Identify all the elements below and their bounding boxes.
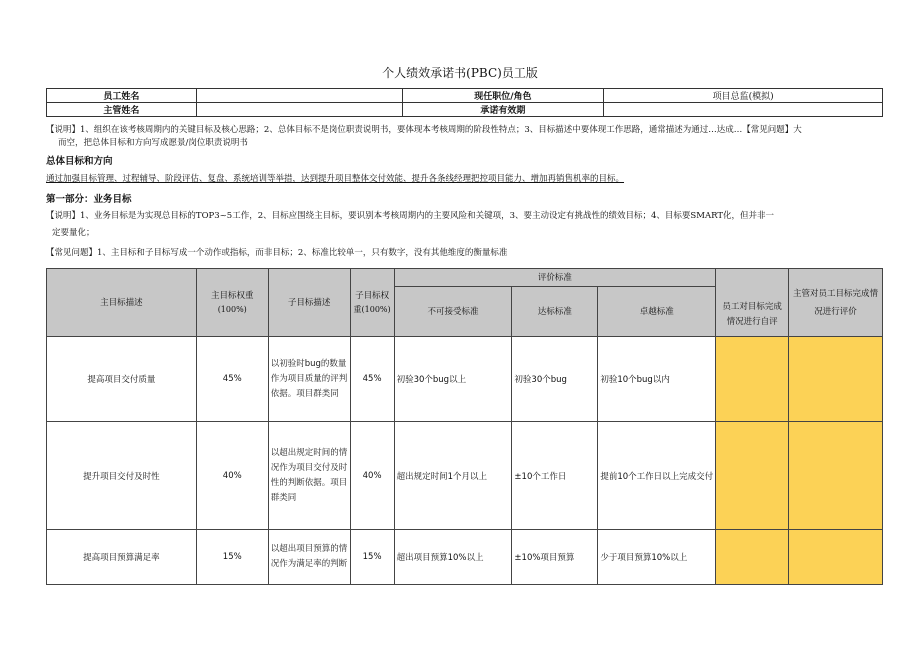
main-goal-cell: 提高项目交付质量: [47, 337, 197, 422]
main-weight-cell: 40%: [196, 422, 268, 530]
header-self-eval: 员工对目标完成情况进行自评: [716, 269, 789, 337]
main-goal-cell: 提高项目预算满足率: [47, 530, 197, 585]
sub-weight-cell: 40%: [350, 422, 394, 530]
unacceptable-cell: 超出项目预算10%以上: [394, 530, 512, 585]
header-sub-goal: 子目标描述: [268, 269, 350, 337]
business-goals-table: [46, 268, 883, 585]
standard-cell: ±10个工作日: [512, 422, 598, 530]
standard-cell: ±10%项目预算: [512, 530, 598, 585]
employee-info-table: [46, 88, 883, 117]
note-2: [46, 210, 886, 240]
header-main-goal: 主目标描述: [47, 269, 197, 337]
self-eval-cell[interactable]: [716, 337, 789, 422]
validity-field[interactable]: [604, 103, 883, 117]
unacceptable-cell: 初验30个bug以上: [394, 337, 512, 422]
note-1-line-2: 而空，把总体目标和方向写成愿景/岗位职责说明书: [58, 138, 248, 148]
header-sub-weight: 子目标权 重(100%): [350, 269, 394, 337]
note-2-line-1: 【说明】1、业务目标是为实现总目标的TOP3~5工作，2、目标应围绕主目标，要识别本考核周期内的主要风险和关键项，3、要主动设定有挑战性的绩效目标；4、目标要SMART化，但并非一: [46, 211, 775, 221]
standard-cell: 初验30个bug: [512, 337, 598, 422]
manager-eval-cell[interactable]: [789, 422, 883, 530]
header-standard: 达标标准: [512, 287, 598, 337]
sub-weight-cell: 15%: [350, 530, 394, 585]
excellent-cell: 提前10个工作日以上完成交付: [598, 422, 716, 530]
header-excellent: 卓越标准: [598, 287, 716, 337]
sub-goal-cell: 以超出项目预算的情况作为满足率的判断: [268, 530, 350, 585]
info-row: [47, 89, 883, 103]
sub-goal-cell: 以超出规定时间的情况作为项目交付及时性的判断依据。项目群类同: [268, 422, 350, 530]
document-title: 个人绩效承诺书(PBC)员工版: [382, 66, 538, 80]
note-3: 【常见问题】1、主目标和子目标写成一个动作或指标，而非目标；2、标准比较单一，只有数字，没有其他维度的衡量标准: [46, 248, 508, 258]
manager-name-label: 主管姓名: [47, 103, 197, 117]
table-row: [47, 530, 883, 585]
manager-eval-cell[interactable]: [789, 337, 883, 422]
self-eval-cell[interactable]: [716, 422, 789, 530]
position-value[interactable]: 项目总监(模拟): [604, 89, 883, 103]
main-goal-cell: 提升项目交付及时性: [47, 422, 197, 530]
sub-goal-cell: 以初验时bug的数量作为项目质量的评判依据。项目群类同: [268, 337, 350, 422]
validity-label: 承诺有效期: [402, 103, 604, 117]
section-overall-heading: 总体目标和方向: [46, 156, 113, 167]
unacceptable-cell: 超出规定时间1个月以上: [394, 422, 512, 530]
note-1: [46, 124, 886, 150]
employee-name-label: 员工姓名: [47, 89, 197, 103]
main-weight-cell: 15%: [196, 530, 268, 585]
note-2-line-2: 定要量化；: [52, 228, 95, 238]
header-main-weight: 主目标权重 (100%): [196, 269, 268, 337]
header-manager-eval: 主管对员工目标完成情况进行评价: [789, 269, 883, 337]
table-row: [47, 422, 883, 530]
sub-weight-cell: 45%: [350, 337, 394, 422]
table-row: [47, 337, 883, 422]
part1-heading: 第一部分：业务目标: [46, 194, 132, 205]
header-evaluation-criteria: 评价标准: [394, 269, 716, 287]
header-unacceptable: 不可接受标准: [394, 287, 512, 337]
note-1-line-1: 【说明】1、组织在该考核周期内的关键目标及核心思路；2、总体目标不是岗位职责说明书，要体现本考核周期的阶段性特点；3、目标描述中要体现工作思路，通常描述为通过…达成…【常见问题】大: [46, 125, 802, 135]
manager-name-field[interactable]: [196, 103, 402, 117]
info-row: [47, 103, 883, 117]
excellent-cell: 初验10个bug以内: [598, 337, 716, 422]
excellent-cell: 少于项目预算10%以上: [598, 530, 716, 585]
table-header-row: [47, 269, 883, 287]
employee-name-field[interactable]: [196, 89, 402, 103]
position-label: 现任职位/角色: [402, 89, 604, 103]
overall-goal-text: 通过加强目标管理、过程辅导、阶段评估、复盘、系统培训等举措，达到提升项目整体交付效能、提升各条线经理把控项目能力、增加再销售机率的目标。: [46, 174, 625, 184]
manager-eval-cell[interactable]: [789, 530, 883, 585]
self-eval-cell[interactable]: [716, 530, 789, 585]
main-weight-cell: 45%: [196, 337, 268, 422]
